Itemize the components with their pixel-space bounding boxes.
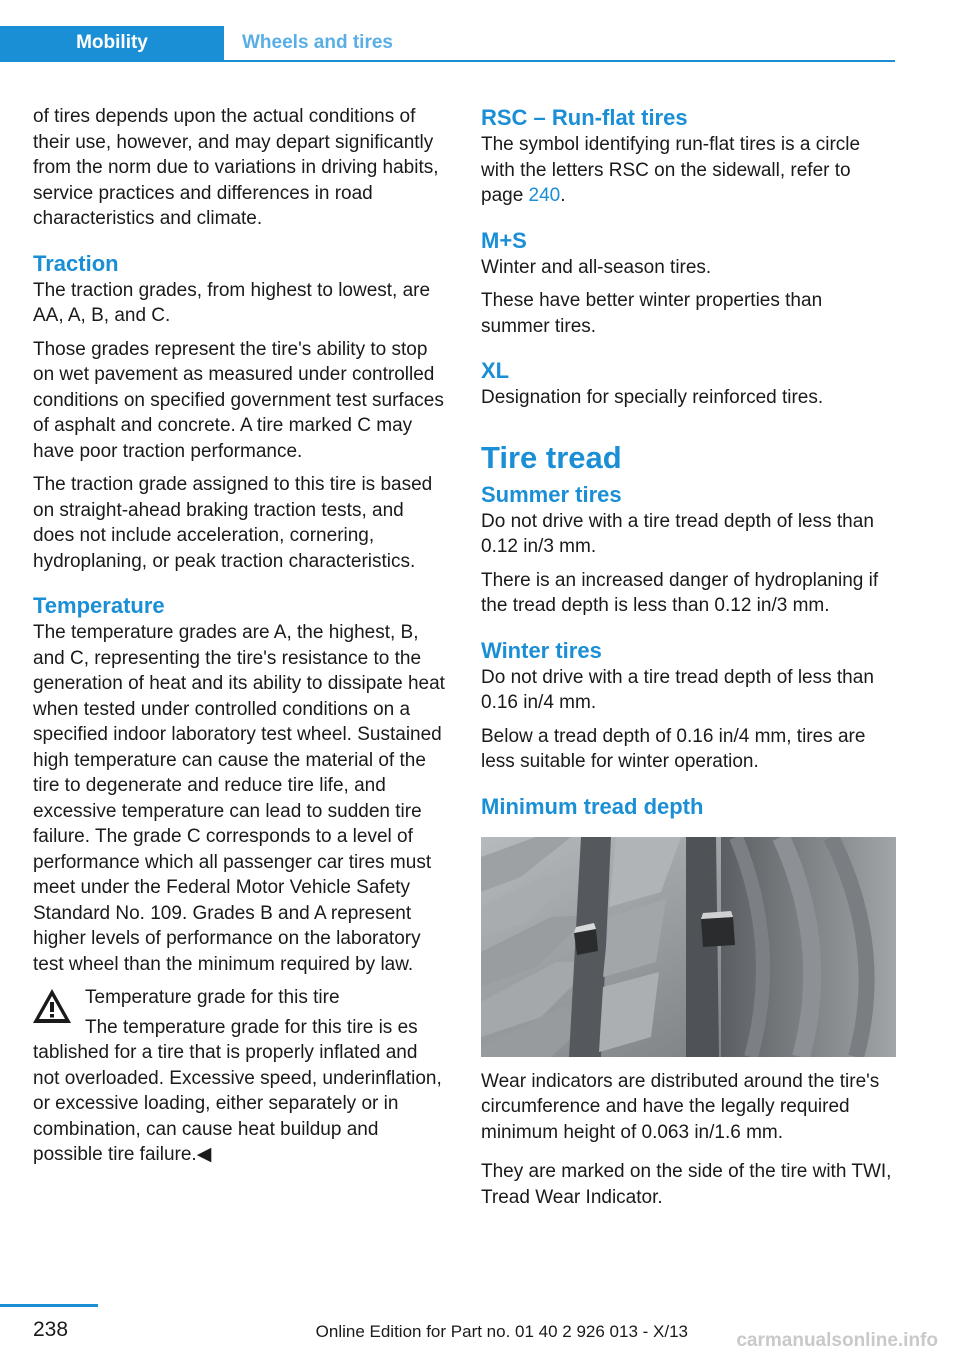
watermark: carmanualsonline.info <box>736 1330 938 1351</box>
page-link[interactable]: 240 <box>528 185 561 206</box>
warning-text-start: The temperature grade for this tire is es <box>85 1016 418 1038</box>
tire-tread-heading: Tire tread <box>481 439 622 475</box>
traction-paragraph-2: Those grades represent the tire's ability to stop on wet pavement as measured under controlled conditions on specified government test surfaces of asphalt and concrete. A tire marked C may have poor traction performance. <box>33 338 444 462</box>
summer-paragraph-1: Do not drive with a tire tread depth of less than 0.12 in/3 mm. <box>481 510 874 557</box>
traction-paragraph-1: The traction grades, from highest to lowest, are AA, A, B, and C. <box>33 279 431 326</box>
page-number: 238 <box>33 1318 69 1341</box>
section-tab[interactable]: Mobility <box>0 26 224 60</box>
warning-title: Temperature grade for this tire <box>85 987 340 1008</box>
ms-paragraph-2: These have better winter properties than summer tires. <box>481 290 823 337</box>
traction-heading: Traction <box>33 250 119 276</box>
winter-tires-heading: Winter tires <box>481 637 602 663</box>
tire-tread-illustration <box>481 837 896 1057</box>
summer-tires-heading: Summer tires <box>481 481 622 507</box>
ms-paragraph-1: Winter and all-season tires. <box>481 256 712 278</box>
edition-text: Online Edition for Part no. 01 40 2 926 013 - X/13 <box>315 1322 688 1341</box>
rsc-text: The symbol identifying run-flat tires is a circle with the letters RSC on the sidewall, refer to page <box>481 134 861 206</box>
xl-paragraph: Designation for specially reinforced tires. <box>481 387 824 408</box>
ms-heading: M+S <box>481 227 527 253</box>
page-header <box>0 26 895 62</box>
temperature-heading: Temperature <box>33 593 165 618</box>
right-column <box>481 104 896 1218</box>
warning-block <box>33 985 448 1168</box>
traction-paragraph-3: The traction grade assigned to this tire is based on straight-ahead braking traction tests, and does not include acceleration, cornering, hydroplaning, or peak traction characteristics. <box>33 474 433 572</box>
wear-paragraph-1: Wear indicators are distributed around the tire's circumference and have the legally required minimum height of 0.063 in/1.6 mm. <box>481 1070 880 1143</box>
winter-paragraph-1: Do not drive with a tire tread depth of less than 0.16 in/4 mm. <box>481 666 874 713</box>
xl-heading: XL <box>481 358 510 383</box>
rsc-heading: RSC – Run-flat tires <box>481 105 688 130</box>
warning-triangle-icon <box>31 987 73 1025</box>
rsc-end: . <box>560 185 566 206</box>
subsection-tab[interactable]: Wheels and tires <box>242 32 393 53</box>
rsc-paragraph <box>481 132 896 209</box>
warning-text-rest: tablished for a tire that is properly inflated and not overloaded. Excessive speed, underinflation, or excessive loading, either separately or in combination, can cause heat buildup and possible tire failure.◀ <box>33 1042 442 1165</box>
footer-rule <box>0 1304 98 1307</box>
intro-paragraph: of tires depends upon the actual conditions of their use, however, and may depart significantly from the norm due to variations in driving habits, service practices and differences in road characteristics and climate. <box>33 106 439 229</box>
left-column <box>33 104 448 1176</box>
wear-paragraph-2: They are marked on the side of the tire with TWI, Tread Wear Indicator. <box>481 1161 892 1208</box>
minimum-tread-heading: Minimum tread depth <box>481 793 704 819</box>
summer-paragraph-2: There is an increased danger of hydroplaning if the tread depth is less than 0.12 in/3 mm. <box>481 569 879 616</box>
winter-paragraph-2: Below a tread depth of 0.16 in/4 mm, tires are less suitable for winter operation. <box>481 725 866 772</box>
temperature-paragraph: The temperature grades are A, the highest, B, and C, representing the tire's resistance to the generation of heat and its ability to dissipate heat when tested under controlled conditions on a specified indoor laboratory test wheel. Sustained high temperature can cause the material of the tire to degenerate and reduce tire life, and excessive temperature can lead to sudden tire failure. The grade C corresponds to a level of performance which all passenger car tires must meet under the Federal Motor Vehicle Safety Standard No. 109. Grades B and A represent higher levels of performance on the laboratory test wheel than the minimum required by law. <box>33 622 445 975</box>
